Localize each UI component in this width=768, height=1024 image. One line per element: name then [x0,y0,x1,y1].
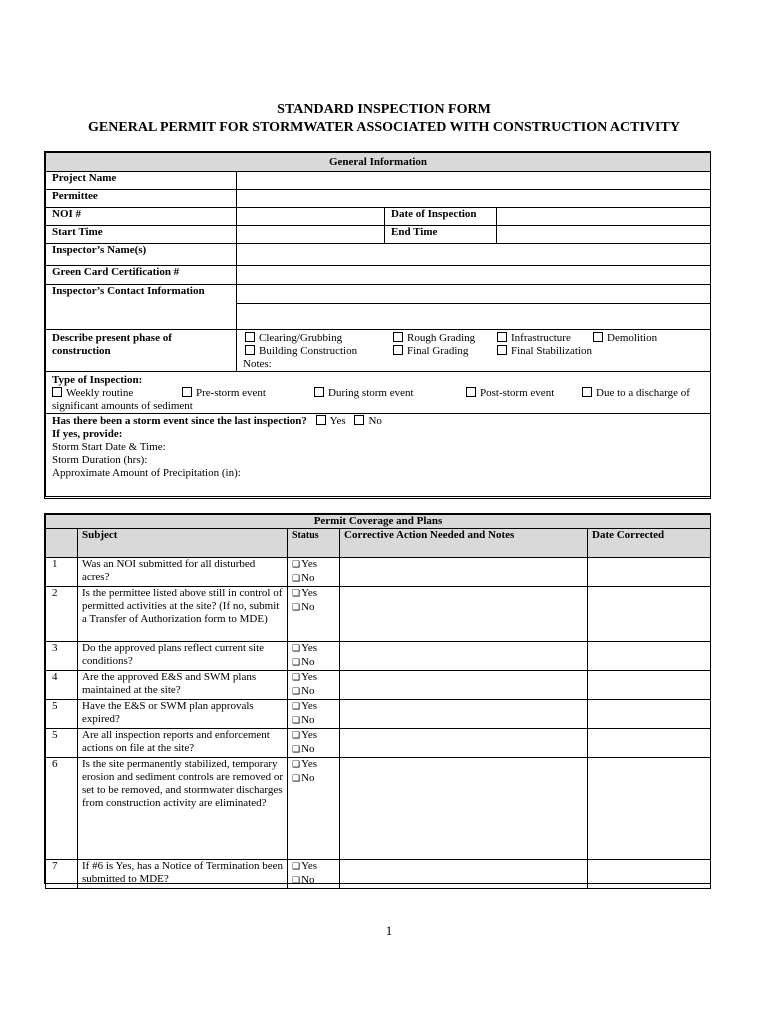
col-corrective-header: Corrective Action Needed and Notes [340,529,588,558]
col-number-header [46,529,78,558]
row-subject: Do the approved plans reflect current site conditions? [78,642,288,671]
checkbox-icon[interactable]: ❑ [292,658,301,668]
permit-coverage-table [45,514,711,889]
row-subject: Was an NOI submitted for all disturbed acres? [78,558,288,587]
checkbox-icon[interactable] [393,345,403,355]
status-no-option[interactable]: ❑No [292,743,315,755]
row-status [288,700,340,729]
status-no-option[interactable]: ❑No [292,572,315,584]
row-date-field[interactable] [588,729,711,758]
storm-duration-label: Storm Duration (hrs): [52,454,148,466]
checkbox-icon[interactable]: ❑ [292,760,301,770]
checkbox-icon[interactable]: ❑ [292,574,301,584]
table-row [46,700,711,729]
phase-option-infrastructure[interactable]: Infrastructure [495,332,587,345]
project-name-field[interactable] [237,172,711,190]
checkbox-icon[interactable]: ❑ [292,774,301,784]
checkbox-icon[interactable] [52,387,62,397]
inspection-type-weekly[interactable]: Weekly routine [52,387,176,400]
green-card-label: Green Card Certification # [46,266,237,285]
general-information-header: General Information [46,153,711,172]
status-no-option[interactable]: ❑No [292,685,315,697]
row-date-field[interactable] [588,642,711,671]
row-subject: Are the approved E&S and SWM plans maintained at the site? [78,671,288,700]
status-no-option[interactable]: ❑No [292,874,315,886]
checkbox-icon[interactable] [497,345,507,355]
inspection-type-continuation: significant amounts of sediment [52,400,193,412]
storm-no-option[interactable]: No [352,415,381,428]
row-status [288,558,340,587]
checkbox-icon[interactable] [245,345,255,355]
row-date-field[interactable] [588,587,711,642]
row-date-field[interactable] [588,860,711,889]
permit-coverage-section [44,513,711,884]
table-row [46,860,711,889]
row-corrective-field[interactable] [340,587,588,642]
row-number: 1 [46,558,78,587]
checkbox-icon[interactable]: ❑ [292,603,301,613]
table-row [46,729,711,758]
row-status [288,860,340,889]
phase-options [237,330,711,372]
checkbox-icon[interactable] [314,387,324,397]
inspection-type-during-storm[interactable]: During storm event [312,387,460,400]
general-information-table [45,152,711,497]
status-no-option[interactable]: ❑No [292,601,315,613]
checkbox-icon[interactable] [593,332,603,342]
status-no-option[interactable]: ❑No [292,772,315,784]
row-status [288,587,340,642]
date-of-inspection-field[interactable] [497,208,711,226]
checkbox-icon[interactable]: ❑ [292,745,301,755]
checkbox-icon[interactable] [316,415,326,425]
row-subject: Is the permittee listed above still in control of permitted activities at the site? (If no, submit a Transfer of Authorization form to MDE) [78,587,288,642]
table-row [46,671,711,700]
checkbox-icon[interactable]: ❑ [292,589,301,599]
checkbox-icon[interactable] [393,332,403,342]
status-yes-option[interactable]: ❑Yes [292,671,318,683]
phase-option-clearing[interactable]: Clearing/Grubbing [243,332,387,345]
col-subject-header: Subject [78,529,288,558]
contact-info-field-line1[interactable] [237,285,711,304]
checkbox-icon[interactable]: ❑ [292,716,301,726]
end-time-label: End Time [385,226,497,244]
green-card-field[interactable] [237,266,711,285]
permittee-field[interactable] [237,190,711,208]
storm-event-section [46,414,711,497]
table-row [46,642,711,671]
row-corrective-field[interactable] [340,729,588,758]
if-yes-label: If yes, provide: [52,428,123,440]
phase-option-demolition[interactable]: Demolition [591,332,657,345]
col-status-header: Status [288,529,340,558]
col-date-header: Date Corrected [588,529,711,558]
phase-option-building[interactable]: Building Construction [243,345,387,358]
status-yes-option[interactable]: ❑Yes [292,700,318,712]
checkbox-icon[interactable] [182,387,192,397]
date-of-inspection-label: Date of Inspection [385,208,497,226]
row-date-field[interactable] [588,558,711,587]
row-number: 3 [46,642,78,671]
row-number: 4 [46,671,78,700]
row-status [288,642,340,671]
row-number: 6 [46,758,78,860]
phase-label: Describe present phase of construction [46,330,237,372]
checkbox-icon[interactable] [245,332,255,342]
permit-coverage-header: Permit Coverage and Plans [46,515,711,529]
storm-start-label: Storm Start Date & Time: [52,441,166,453]
row-date-field[interactable] [588,758,711,860]
status-yes-option[interactable]: ❑Yes [292,729,318,741]
row-number: 7 [46,860,78,889]
status-yes-option[interactable]: ❑Yes [292,587,318,599]
form-subtitle: GENERAL PERMIT FOR STORMWATER ASSOCIATED WITH CONSTRUCTION ACTIVITY [88,120,680,135]
table-row [46,758,711,860]
project-name-label: Project Name [46,172,237,190]
checkbox-icon[interactable]: ❑ [292,687,301,697]
row-number: 5 [46,700,78,729]
inspection-type-discharge[interactable]: Due to a discharge of [580,387,690,400]
phase-option-rough-grading[interactable]: Rough Grading [391,332,491,345]
phase-notes-label: Notes: [243,358,272,370]
row-corrective-field[interactable] [340,558,588,587]
inspectors-names-label: Inspector’s Name(s) [46,244,237,266]
storm-yes-option[interactable]: Yes [314,415,346,428]
inspection-type-section [46,372,711,414]
end-time-field[interactable] [497,226,711,244]
row-subject: Is the site permanently stabilized, temporary erosion and sediment controls are removed or set to be removed, and stormwater discharges from construction activity are eliminated? [78,758,288,860]
page-number: 1 [385,923,393,938]
inspectors-names-field[interactable] [237,244,711,266]
checkbox-icon[interactable]: ❑ [292,560,301,570]
checkbox-icon[interactable]: ❑ [292,644,301,654]
permit-coverage-rows [46,558,711,889]
start-time-label: Start Time [46,226,237,244]
storm-question: Has there been a storm event since the last inspection? [52,415,307,427]
status-yes-option[interactable]: ❑Yes [292,642,318,654]
contact-info-spacer [46,304,237,330]
row-status [288,729,340,758]
row-corrective-field[interactable] [340,758,588,860]
table-row [46,587,711,642]
checkbox-icon[interactable] [354,415,364,425]
checkbox-icon[interactable]: ❑ [292,731,301,741]
contact-info-label: Inspector’s Contact Information [46,285,237,304]
row-corrective-field[interactable] [340,642,588,671]
status-yes-option[interactable]: ❑Yes [292,860,318,872]
permittee-label: Permittee [46,190,237,208]
row-corrective-field[interactable] [340,700,588,729]
status-no-option[interactable]: ❑No [292,714,315,726]
row-status [288,671,340,700]
inspection-type-post-storm[interactable]: Post-storm event [464,387,576,400]
row-corrective-field[interactable] [340,671,588,700]
start-time-field[interactable] [237,226,385,244]
form-title: STANDARD INSPECTION FORM [277,102,491,117]
table-row [46,558,711,587]
checkbox-icon[interactable] [497,332,507,342]
checkbox-icon[interactable] [582,387,592,397]
phase-option-final-stabilization[interactable]: Final Stabilization [495,345,592,358]
precipitation-label: Approximate Amount of Precipitation (in): [52,467,241,479]
contact-info-field-line2[interactable] [237,304,711,330]
inspection-type-label: Type of Inspection: [52,374,143,386]
general-information-section [44,151,711,499]
status-yes-option[interactable]: ❑Yes [292,558,318,570]
row-subject: Have the E&S or SWM plan approvals expired? [78,700,288,729]
checkbox-icon[interactable]: ❑ [292,876,301,886]
row-status [288,758,340,860]
row-date-field[interactable] [588,671,711,700]
row-corrective-field[interactable] [340,860,588,889]
row-subject: If #6 is Yes, has a Notice of Termination been submitted to MDE? [78,860,288,889]
status-no-option[interactable]: ❑No [292,656,315,668]
checkbox-icon[interactable]: ❑ [292,862,301,872]
phase-option-final-grading[interactable]: Final Grading [391,345,491,358]
inspection-type-pre-storm[interactable]: Pre-storm event [180,387,308,400]
noi-field[interactable] [237,208,385,226]
row-subject: Are all inspection reports and enforcement actions on file at the site? [78,729,288,758]
checkbox-icon[interactable]: ❑ [292,673,301,683]
row-date-field[interactable] [588,700,711,729]
checkbox-icon[interactable] [466,387,476,397]
row-number: 2 [46,587,78,642]
status-yes-option[interactable]: ❑Yes [292,758,318,770]
noi-label: NOI # [46,208,237,226]
checkbox-icon[interactable]: ❑ [292,702,301,712]
row-number: 5 [46,729,78,758]
